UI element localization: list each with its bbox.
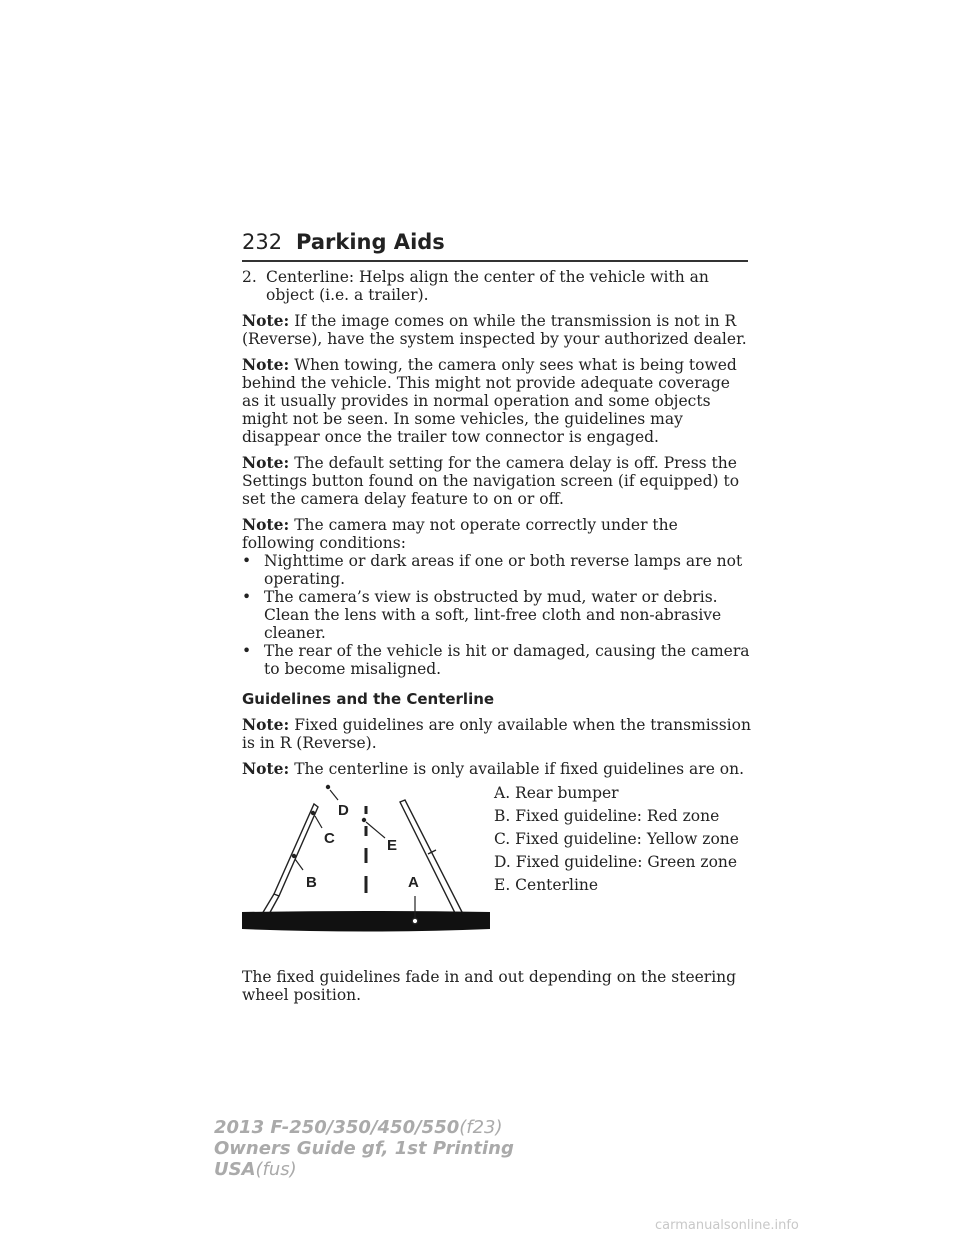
note-label: Note:	[242, 311, 290, 330]
note-text: When towing, the camera only sees what is being towed behind the vehicle. This might not provide adequate coverage as it usually provides in normal operation and some objects might not be seen. In some vehicles, the guidelines may disappear once the trailer tow connector is engaged.	[242, 356, 737, 446]
bullet-marker: •	[242, 552, 252, 570]
note-label: Note:	[242, 715, 290, 734]
footer-model: 2013 F-250/350/450/550	[214, 1117, 460, 1138]
header-rule	[242, 260, 748, 262]
note-4	[242, 516, 752, 552]
section-heading: Guidelines and the Centerline	[242, 690, 495, 708]
footer-line-model	[214, 1117, 514, 1138]
note-2	[242, 356, 752, 446]
right-guideline	[400, 800, 464, 919]
condition-list	[242, 552, 752, 678]
legend-item: C. Fixed guideline: Yellow zone	[494, 830, 739, 848]
list-item	[242, 588, 752, 642]
note-text: If the image comes on while the transmission is not in R (Reverse), have the system inspected by your authorized dealer.	[242, 312, 747, 348]
legend-item: A. Rear bumper	[494, 784, 619, 802]
bullet-text: The rear of the vehicle is hit or damaged, causing the camera to become misaligned.	[264, 642, 750, 678]
note-text: The centerline is only available if fixed guidelines are on.	[294, 760, 745, 778]
footer-line-market	[214, 1159, 514, 1180]
note-text: The default setting for the camera delay is off. Press the Settings button found on the navigation screen (if equipped) to set the camera delay feature to on or off.	[242, 454, 740, 508]
label-b: B	[306, 874, 317, 891]
note-text: Fixed guidelines are only available when the transmission is in R (Reverse).	[242, 716, 751, 752]
camera-guidelines-figure	[242, 784, 752, 954]
callout-lines	[295, 790, 415, 918]
note-3	[242, 454, 752, 508]
rear-bumper	[242, 911, 490, 932]
left-guideline	[262, 804, 318, 916]
page-content	[242, 268, 752, 1012]
bullet-text: Nighttime or dark areas if one or both reverse lamps are not operating.	[264, 552, 743, 588]
bullet-marker: •	[242, 588, 252, 606]
label-a: A	[408, 874, 419, 891]
page-number: 232	[242, 230, 283, 254]
page-title: Parking Aids	[296, 230, 445, 254]
section-note-1	[242, 716, 752, 752]
note-label: Note:	[242, 515, 290, 534]
label-e: E	[387, 837, 398, 854]
legend-item: D. Fixed guideline: Green zone	[494, 853, 738, 871]
note-1	[242, 312, 752, 348]
list-item-2	[242, 268, 752, 304]
list-item-number: 2.	[242, 268, 257, 286]
bullet-marker: •	[242, 642, 252, 660]
label-d: D	[338, 802, 349, 819]
figure-legend	[494, 784, 739, 899]
list-item-text: Centerline: Helps align the center of the vehicle with an object (i.e. a trailer).	[266, 268, 709, 304]
callout-dots	[292, 785, 366, 858]
section-note-2	[242, 760, 752, 778]
rear-camera-diagram	[242, 784, 490, 952]
bumper-callout-dot	[412, 918, 418, 924]
legend-item: B. Fixed guideline: Red zone	[494, 807, 720, 825]
note-label: Note:	[242, 453, 290, 472]
note-label: Note:	[242, 759, 290, 778]
list-item	[242, 642, 752, 678]
note-text: The camera may not operate correctly under the following conditions:	[242, 516, 678, 552]
footer-guide: Owners Guide gf, 1st Printing	[214, 1138, 514, 1159]
footer-market-code: (fus)	[255, 1159, 297, 1180]
note-label: Note:	[242, 355, 290, 374]
legend-item: E. Centerline	[494, 876, 599, 894]
label-c: C	[324, 830, 335, 847]
footer-model-code: (f23)	[459, 1117, 503, 1138]
page-header	[242, 230, 748, 260]
closing-paragraph: The fixed guidelines fade in and out depending on the steering wheel position.	[242, 968, 737, 1004]
page-footer	[214, 1117, 514, 1180]
watermark: carmanualsonline.info	[655, 1218, 799, 1233]
list-item	[242, 552, 752, 588]
footer-market: USA	[214, 1159, 256, 1180]
bullet-text: The camera’s view is obstructed by mud, water or debris. Clean the lens with a soft, lint-free cloth and non-abrasive cleaner.	[264, 588, 722, 642]
